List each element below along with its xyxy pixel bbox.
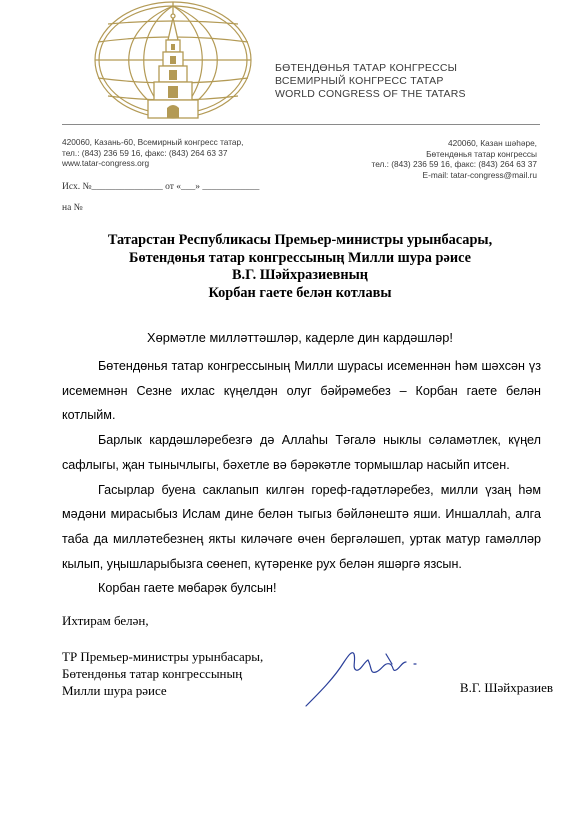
document-title	[60, 232, 540, 302]
incoming-reference: на №	[62, 203, 83, 213]
contact-line: тел.: (843) 236 59 16, факс: (843) 264 63 37	[371, 159, 537, 169]
greeting: Хөрмәтле милләттәшләр, кадерле дин кардәшләр!	[147, 330, 453, 345]
contacts-right	[371, 138, 537, 180]
header-divider	[62, 124, 540, 125]
position-line: Милли шура рәисе	[62, 683, 167, 698]
contact-line: 420060, Казань-60, Всемирный конгресс татар,	[62, 137, 244, 147]
signatory-position	[62, 648, 263, 699]
position-line: ТР Премьер-министры урынбасары,	[62, 649, 264, 664]
outgoing-reference: Исх. №_______________ от «___» ____________	[62, 182, 260, 192]
title-line: Татарстан Республикасы Премьер-министры урынбасары,	[107, 232, 493, 248]
contact-line: E-mail: tatar-congress@mail.ru	[422, 169, 537, 180]
title-line: В.Г. Шәйхразиевның	[232, 267, 368, 283]
closing: Ихтирам белән,	[62, 613, 149, 628]
org-name-russian: ВСЕМИРНЫЙ КОНГРЕСС ТАТАР	[275, 75, 444, 87]
contact-line: Бөтендөнья татар конгрессы	[426, 148, 537, 159]
handwritten-signature	[300, 640, 430, 710]
paragraph: Гасырлар буена саклanып килгән гореф-гадәтләребез, милли үзаң һәм мәдәни мирасыбыз Ислам дине белән тыгыз бәйләнештә яши. Иншаллаһ, алга таба да милләтебезнең якты киләчәге өчен бергәләшеп, уртак матур гамәлләр кылып, уңышларыбызга сөенеп, күтәренке рух белән яшәргә язсын.	[62, 482, 541, 571]
paragraph: Барлык кардәшләребезгә дә Аллаһы Тәгалә ныклы сәламәтлек, күңел сафлыгы, җан тынычлыгы, бәхетле вә бәрәкәтле тормышлар насыйп итсен.	[62, 433, 541, 472]
org-name-tatar: БӨТЕНДӨНЬЯ ТАТАР КОНГРЕССЫ	[275, 62, 458, 74]
signatory-name: В.Г. Шәйхразиев	[459, 680, 553, 695]
position-line: Бөтендөнья татар конгрессының	[62, 666, 243, 681]
title-line: Корбан гаете белән котлавы	[208, 284, 392, 301]
org-name-english: WORLD CONGRESS OF THE TATARS	[275, 88, 466, 100]
paragraph: Бөтендөнья татар конгрессының Милли шурасы исеменнән һәм шәхсән үз исемемнән Сезне ихлас күңелдән олуг бәйрәмебез – Корбан гаете белән котлыйм.	[62, 359, 541, 423]
world-congress-logo	[84, 0, 262, 122]
letter-body	[62, 354, 541, 601]
contact-line: тел.: (843) 236 59 16, факс: (843) 264 63 37	[62, 147, 228, 158]
contacts-left	[62, 137, 243, 169]
contact-line: www.tatar-congress.org	[62, 158, 150, 168]
contact-line: 420060, Казан шәһәре,	[448, 138, 537, 148]
paragraph: Корбан гаете мөбарәк булсын!	[98, 581, 277, 596]
title-line: Бөтендөнья татар конгрессының Милли шура рәисе	[129, 249, 471, 266]
